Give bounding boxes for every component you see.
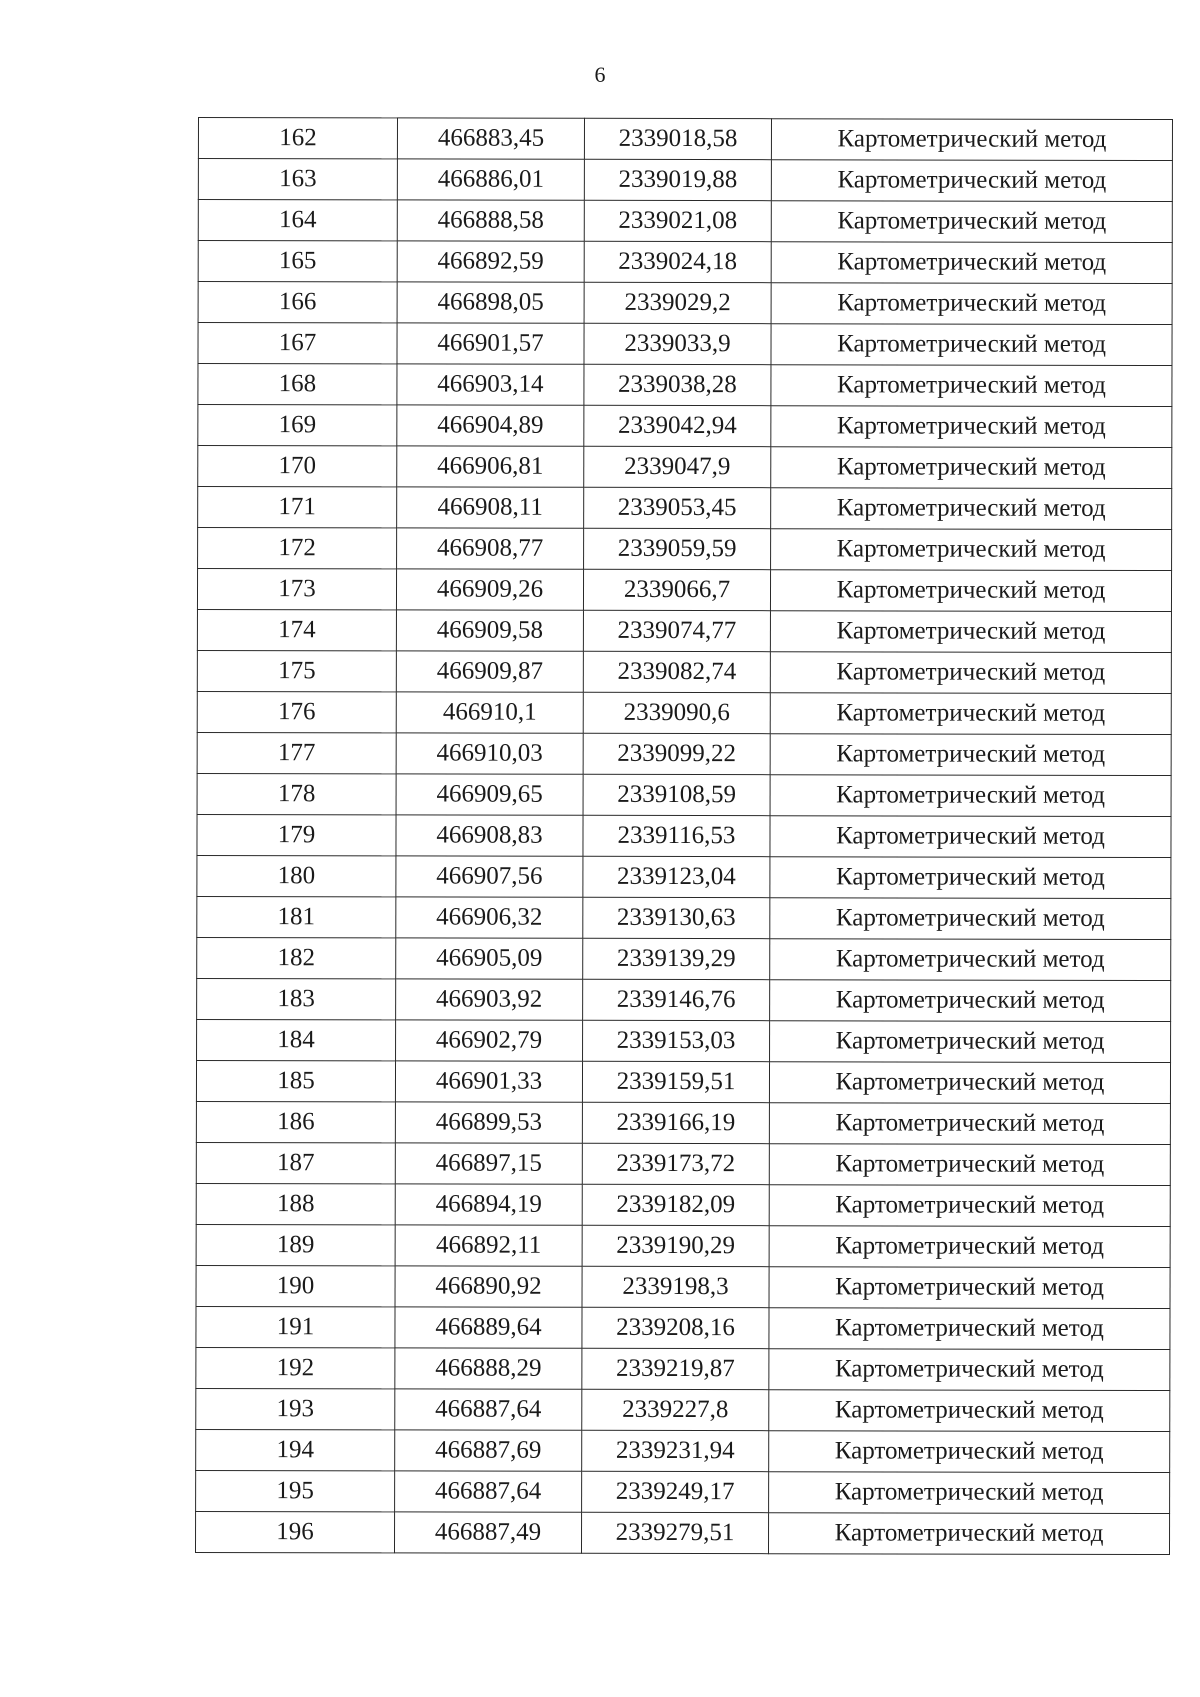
x-coordinate-cell: 466883,45 bbox=[397, 118, 584, 159]
y-coordinate-cell: 2339029,2 bbox=[584, 282, 771, 323]
x-coordinate-cell: 466901,33 bbox=[395, 1061, 582, 1102]
table-row bbox=[197, 691, 1171, 734]
y-coordinate-cell: 2339116,53 bbox=[583, 815, 770, 856]
point-number-cell: 164 bbox=[198, 200, 397, 241]
y-coordinate-cell: 2339166,19 bbox=[582, 1102, 769, 1143]
point-number-cell: 166 bbox=[198, 282, 397, 323]
x-coordinate-cell: 466898,05 bbox=[397, 282, 584, 323]
coordinates-table bbox=[195, 117, 1173, 1555]
method-cell: Картометрический метод bbox=[771, 201, 1172, 243]
table-row bbox=[196, 1265, 1170, 1308]
point-number-cell: 183 bbox=[197, 978, 396, 1019]
point-number-cell: 170 bbox=[198, 446, 397, 487]
y-coordinate-cell: 2339130,63 bbox=[583, 897, 770, 938]
y-coordinate-cell: 2339123,04 bbox=[583, 856, 770, 897]
point-number-cell: 196 bbox=[195, 1511, 394, 1552]
method-cell: Картометрический метод bbox=[771, 283, 1172, 325]
table-row bbox=[197, 569, 1171, 612]
x-coordinate-cell: 466910,1 bbox=[396, 692, 583, 733]
method-cell: Картометрический метод bbox=[770, 652, 1171, 694]
table-row bbox=[198, 282, 1172, 325]
x-coordinate-cell: 466888,29 bbox=[395, 1348, 582, 1389]
method-cell: Картометрический метод bbox=[771, 242, 1172, 284]
x-coordinate-cell: 466892,59 bbox=[397, 241, 584, 282]
x-coordinate-cell: 466899,53 bbox=[395, 1102, 582, 1143]
y-coordinate-cell: 2339018,58 bbox=[584, 118, 771, 159]
x-coordinate-cell: 466894,19 bbox=[395, 1184, 582, 1225]
point-number-cell: 181 bbox=[197, 896, 396, 937]
point-number-cell: 165 bbox=[198, 241, 397, 282]
method-cell: Картометрический метод bbox=[771, 529, 1172, 571]
point-number-cell: 180 bbox=[197, 855, 396, 896]
method-cell: Картометрический метод bbox=[770, 570, 1171, 612]
method-cell: Картометрический метод bbox=[770, 898, 1171, 940]
x-coordinate-cell: 466887,64 bbox=[395, 1471, 582, 1512]
x-coordinate-cell: 466904,89 bbox=[397, 405, 584, 446]
point-number-cell: 189 bbox=[196, 1224, 395, 1265]
y-coordinate-cell: 2339108,59 bbox=[583, 774, 770, 815]
point-number-cell: 169 bbox=[198, 405, 397, 446]
point-number-cell: 190 bbox=[196, 1265, 395, 1306]
method-cell: Картометрический метод bbox=[770, 816, 1171, 858]
method-cell: Картометрический метод bbox=[770, 693, 1171, 735]
x-coordinate-cell: 466902,79 bbox=[396, 1020, 583, 1061]
point-number-cell: 179 bbox=[197, 814, 396, 855]
y-coordinate-cell: 2339153,03 bbox=[583, 1020, 770, 1061]
table-row bbox=[196, 1306, 1170, 1349]
y-coordinate-cell: 2339198,3 bbox=[582, 1266, 769, 1307]
y-coordinate-cell: 2339249,17 bbox=[582, 1471, 769, 1512]
y-coordinate-cell: 2339099,22 bbox=[583, 733, 770, 774]
method-cell: Картометрический метод bbox=[769, 1390, 1170, 1432]
x-coordinate-cell: 466889,64 bbox=[395, 1307, 582, 1348]
y-coordinate-cell: 2339053,45 bbox=[584, 487, 771, 528]
table-row bbox=[198, 159, 1172, 202]
table-row bbox=[197, 773, 1171, 816]
method-cell: Картометрический метод bbox=[771, 119, 1172, 161]
y-coordinate-cell: 2339227,8 bbox=[582, 1389, 769, 1430]
table-row bbox=[197, 855, 1171, 898]
x-coordinate-cell: 466908,11 bbox=[397, 487, 584, 528]
x-coordinate-cell: 466909,87 bbox=[396, 651, 583, 692]
y-coordinate-cell: 2339159,51 bbox=[582, 1061, 769, 1102]
point-number-cell: 176 bbox=[197, 691, 396, 732]
table-row bbox=[197, 814, 1171, 857]
point-number-cell: 177 bbox=[197, 732, 396, 773]
x-coordinate-cell: 466903,14 bbox=[397, 364, 584, 405]
table-row bbox=[198, 364, 1172, 407]
table-row bbox=[197, 1019, 1171, 1062]
point-number-cell: 174 bbox=[197, 609, 396, 650]
table-row bbox=[196, 1060, 1170, 1103]
method-cell: Картометрический метод bbox=[771, 324, 1172, 366]
method-cell: Картометрический метод bbox=[769, 1062, 1170, 1104]
point-number-cell: 173 bbox=[197, 569, 396, 610]
y-coordinate-cell: 2339047,9 bbox=[584, 446, 771, 487]
page-number: 6 bbox=[594, 62, 606, 87]
x-coordinate-cell: 466890,92 bbox=[395, 1266, 582, 1307]
table-row bbox=[198, 405, 1172, 448]
coordinates-table-body bbox=[195, 118, 1172, 1555]
y-coordinate-cell: 2339190,29 bbox=[582, 1225, 769, 1266]
method-cell: Картометрический метод bbox=[771, 160, 1172, 202]
y-coordinate-cell: 2339182,09 bbox=[582, 1184, 769, 1225]
table-row bbox=[198, 118, 1172, 161]
table-row bbox=[198, 323, 1172, 366]
x-coordinate-cell: 466897,15 bbox=[395, 1143, 582, 1184]
y-coordinate-cell: 2339082,74 bbox=[583, 651, 770, 692]
point-number-cell: 163 bbox=[198, 159, 397, 200]
table-row bbox=[196, 1224, 1170, 1267]
method-cell: Картометрический метод bbox=[771, 447, 1172, 489]
method-cell: Картометрический метод bbox=[771, 365, 1172, 407]
x-coordinate-cell: 466901,57 bbox=[397, 323, 584, 364]
table-row bbox=[197, 650, 1171, 693]
y-coordinate-cell: 2339090,6 bbox=[583, 692, 770, 733]
x-coordinate-cell: 466906,32 bbox=[396, 897, 583, 938]
point-number-cell: 175 bbox=[197, 650, 396, 691]
method-cell: Картометрический метод bbox=[769, 1472, 1170, 1514]
point-number-cell: 187 bbox=[196, 1142, 395, 1183]
point-number-cell: 193 bbox=[196, 1388, 395, 1429]
point-number-cell: 191 bbox=[196, 1306, 395, 1347]
table-row bbox=[198, 446, 1172, 489]
y-coordinate-cell: 2339231,94 bbox=[582, 1430, 769, 1471]
point-number-cell: 188 bbox=[196, 1183, 395, 1224]
method-cell: Картометрический метод bbox=[768, 1513, 1169, 1555]
table-row bbox=[196, 1183, 1170, 1226]
x-coordinate-cell: 466908,83 bbox=[396, 815, 583, 856]
method-cell: Картометрический метод bbox=[770, 939, 1171, 981]
point-number-cell: 182 bbox=[197, 937, 396, 978]
method-cell: Картометрический метод bbox=[771, 488, 1172, 530]
y-coordinate-cell: 2339279,51 bbox=[581, 1512, 768, 1553]
x-coordinate-cell: 466887,69 bbox=[395, 1430, 582, 1471]
point-number-cell: 184 bbox=[197, 1019, 396, 1060]
y-coordinate-cell: 2339074,77 bbox=[583, 610, 770, 651]
method-cell: Картометрический метод bbox=[769, 1308, 1170, 1350]
y-coordinate-cell: 2339139,29 bbox=[583, 938, 770, 979]
x-coordinate-cell: 466886,01 bbox=[397, 159, 584, 200]
point-number-cell: 172 bbox=[198, 528, 397, 569]
y-coordinate-cell: 2339066,7 bbox=[583, 569, 770, 610]
y-coordinate-cell: 2339024,18 bbox=[584, 241, 771, 282]
x-coordinate-cell: 466907,56 bbox=[396, 856, 583, 897]
point-number-cell: 171 bbox=[198, 487, 397, 528]
table-row bbox=[197, 732, 1171, 775]
method-cell: Картометрический метод bbox=[769, 1431, 1170, 1473]
point-number-cell: 192 bbox=[196, 1347, 395, 1388]
method-cell: Картометрический метод bbox=[770, 611, 1171, 653]
x-coordinate-cell: 466908,77 bbox=[397, 528, 584, 569]
table-row bbox=[196, 1142, 1170, 1185]
table-row bbox=[197, 978, 1171, 1021]
x-coordinate-cell: 466887,49 bbox=[394, 1512, 581, 1553]
point-number-cell: 167 bbox=[198, 323, 397, 364]
table-row bbox=[197, 937, 1171, 980]
y-coordinate-cell: 2339208,16 bbox=[582, 1307, 769, 1348]
point-number-cell: 195 bbox=[196, 1470, 395, 1511]
method-cell: Картометрический метод bbox=[769, 1267, 1170, 1309]
method-cell: Картометрический метод bbox=[769, 1349, 1170, 1391]
x-coordinate-cell: 466892,11 bbox=[395, 1225, 582, 1266]
method-cell: Картометрический метод bbox=[770, 857, 1171, 899]
table-row bbox=[196, 1429, 1170, 1472]
method-cell: Картометрический метод bbox=[770, 734, 1171, 776]
y-coordinate-cell: 2339146,76 bbox=[583, 979, 770, 1020]
y-coordinate-cell: 2339059,59 bbox=[584, 528, 771, 569]
method-cell: Картометрический метод bbox=[769, 1144, 1170, 1186]
y-coordinate-cell: 2339173,72 bbox=[582, 1143, 769, 1184]
table-row bbox=[196, 1388, 1170, 1431]
x-coordinate-cell: 466905,09 bbox=[396, 938, 583, 979]
table-row bbox=[196, 1470, 1170, 1513]
point-number-cell: 168 bbox=[198, 364, 397, 405]
point-number-cell: 185 bbox=[196, 1060, 395, 1101]
y-coordinate-cell: 2339033,9 bbox=[584, 323, 771, 364]
method-cell: Картометрический метод bbox=[769, 1103, 1170, 1145]
table-row bbox=[198, 487, 1172, 530]
method-cell: Картометрический метод bbox=[769, 1185, 1170, 1227]
x-coordinate-cell: 466906,81 bbox=[397, 446, 584, 487]
x-coordinate-cell: 466910,03 bbox=[396, 733, 583, 774]
y-coordinate-cell: 2339042,94 bbox=[584, 405, 771, 446]
table-row bbox=[198, 528, 1172, 571]
y-coordinate-cell: 2339019,88 bbox=[584, 159, 771, 200]
method-cell: Картометрический метод bbox=[769, 1226, 1170, 1268]
table-row bbox=[198, 241, 1172, 284]
method-cell: Картометрический метод bbox=[771, 406, 1172, 448]
y-coordinate-cell: 2339219,87 bbox=[582, 1348, 769, 1389]
x-coordinate-cell: 466887,64 bbox=[395, 1389, 582, 1430]
y-coordinate-cell: 2339038,28 bbox=[584, 364, 771, 405]
method-cell: Картометрический метод bbox=[770, 1021, 1171, 1063]
x-coordinate-cell: 466909,58 bbox=[396, 610, 583, 651]
table-row bbox=[198, 200, 1172, 243]
y-coordinate-cell: 2339021,08 bbox=[584, 200, 771, 241]
point-number-cell: 194 bbox=[196, 1429, 395, 1470]
table-row bbox=[196, 1101, 1170, 1144]
point-number-cell: 186 bbox=[196, 1101, 395, 1142]
point-number-cell: 178 bbox=[197, 773, 396, 814]
x-coordinate-cell: 466909,65 bbox=[396, 774, 583, 815]
x-coordinate-cell: 466888,58 bbox=[397, 200, 584, 241]
method-cell: Картометрический метод bbox=[770, 980, 1171, 1022]
method-cell: Картометрический метод bbox=[770, 775, 1171, 817]
x-coordinate-cell: 466903,92 bbox=[396, 979, 583, 1020]
point-number-cell: 162 bbox=[198, 118, 397, 159]
table-row bbox=[197, 896, 1171, 939]
x-coordinate-cell: 466909,26 bbox=[396, 569, 583, 610]
table-row bbox=[197, 609, 1171, 652]
table-row bbox=[196, 1347, 1170, 1390]
table-row bbox=[195, 1511, 1169, 1554]
